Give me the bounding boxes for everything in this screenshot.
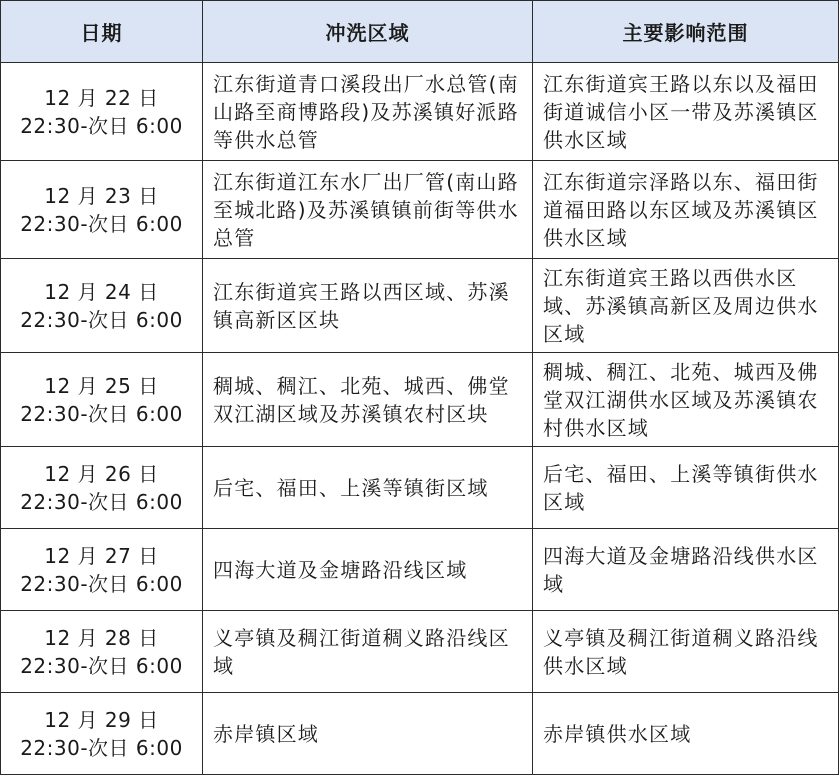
date-text: 12 月 23 日: [44, 183, 159, 208]
flushing-area-cell: 江东街道宾王路以西区域、苏溪镇高新区区块: [203, 259, 533, 353]
flushing-area-cell: 后宅、福田、上溪等镇街区域: [203, 447, 533, 529]
header-date: 日期: [1, 1, 203, 63]
date-text: 12 月 22 日: [44, 85, 159, 110]
time-range-text: 22:30-次日 6:00: [20, 653, 183, 678]
date-text: 12 月 29 日: [44, 707, 159, 732]
date-cell: [1, 447, 203, 529]
date-cell: [1, 63, 203, 161]
table-row: [1, 353, 839, 447]
date-text: 12 月 25 日: [44, 373, 159, 398]
table-row: [1, 161, 839, 259]
time-range-text: 22:30-次日 6:00: [20, 401, 183, 426]
flushing-area-cell: 义亭镇及稠江街道稠义路沿线区域: [203, 611, 533, 693]
flushing-area-cell: 江东街道青口溪段出厂水总管(南山路至商博路段)及苏溪镇好派路等供水总管: [203, 63, 533, 161]
flushing-area-cell: 赤岸镇区域: [203, 693, 533, 775]
date-cell: [1, 161, 203, 259]
table-row: [1, 447, 839, 529]
date-cell: [1, 529, 203, 611]
impact-range-cell: 江东街道宗泽路以东、福田街道福田路以东区域及苏溪镇区供水区域: [533, 161, 839, 259]
date-text: 12 月 27 日: [44, 543, 159, 568]
time-range-text: 22:30-次日 6:00: [20, 211, 183, 236]
table-header-row: [1, 1, 839, 63]
date-cell: [1, 611, 203, 693]
impact-range-cell: 江东街道宾王路以西供水区域、苏溪镇高新区及周边供水区域: [533, 259, 839, 353]
time-range-text: 22:30-次日 6:00: [20, 735, 183, 760]
impact-range-cell: 四海大道及金塘路沿线供水区域: [533, 529, 839, 611]
table-row: [1, 693, 839, 775]
impact-range-cell: 后宅、福田、上溪等镇街供水区域: [533, 447, 839, 529]
impact-range-cell: 江东街道宾王路以东以及福田街道诚信小区一带及苏溪镇区供水区域: [533, 63, 839, 161]
time-range-text: 22:30-次日 6:00: [20, 571, 183, 596]
time-range-text: 22:30-次日 6:00: [20, 113, 183, 138]
impact-range-cell: 赤岸镇供水区域: [533, 693, 839, 775]
date-text: 12 月 24 日: [44, 279, 159, 304]
table-row: [1, 259, 839, 353]
date-cell: [1, 693, 203, 775]
table-row: [1, 529, 839, 611]
time-range-text: 22:30-次日 6:00: [20, 307, 183, 332]
header-flushing-area: 冲洗区域: [203, 1, 533, 63]
date-cell: [1, 259, 203, 353]
table-row: [1, 63, 839, 161]
flushing-area-cell: 四海大道及金塘路沿线区域: [203, 529, 533, 611]
table-row: [1, 611, 839, 693]
flushing-area-cell: 江东街道江东水厂出厂管(南山路至城北路)及苏溪镇镇前街等供水总管: [203, 161, 533, 259]
date-text: 12 月 26 日: [44, 461, 159, 486]
header-main-impact-range: 主要影响范围: [533, 1, 839, 63]
impact-range-cell: 稠城、稠江、北苑、城西及佛堂双江湖供水区域及苏溪镇农村供水区域: [533, 353, 839, 447]
impact-range-cell: 义亭镇及稠江街道稠义路沿线供水区域: [533, 611, 839, 693]
time-range-text: 22:30-次日 6:00: [20, 489, 183, 514]
date-text: 12 月 28 日: [44, 625, 159, 650]
date-cell: [1, 353, 203, 447]
flushing-area-cell: 稠城、稠江、北苑、城西、佛堂双江湖区域及苏溪镇农村区块: [203, 353, 533, 447]
